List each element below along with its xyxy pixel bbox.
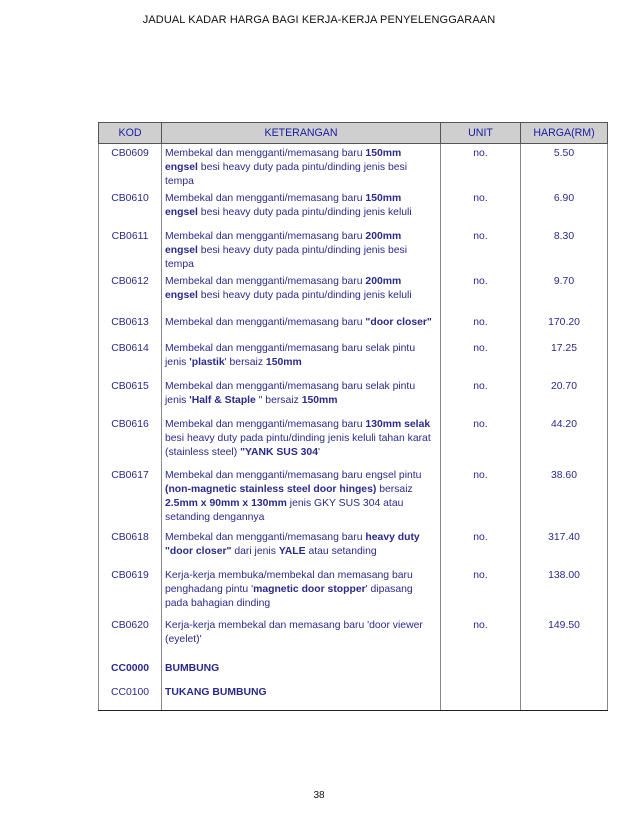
cell-unit: no. bbox=[441, 415, 521, 466]
description-text: atau setanding bbox=[305, 546, 377, 557]
description-text: Membekal dan mengganti/memasang baru selak pintu jenis bbox=[165, 381, 416, 406]
cell-unit: no. bbox=[441, 528, 521, 566]
description-text: besi heavy duty pada pintu/dinding jenis besi tempa bbox=[165, 162, 408, 187]
description-text: "door closer" bbox=[365, 317, 432, 328]
cell-code: CB0618 bbox=[99, 528, 162, 566]
cell-unit: no. bbox=[441, 227, 521, 272]
cell-price: 38.60 bbox=[521, 466, 608, 528]
cell-unit bbox=[441, 683, 521, 710]
description-text: magnetic door stopper bbox=[253, 584, 366, 595]
description-text: Membekal dan mengganti/memasang baru bbox=[165, 317, 366, 328]
cell-unit: no. bbox=[441, 616, 521, 659]
cell-price: 20.70 bbox=[521, 377, 608, 415]
description-text: Kerja-kerja membekal dan memasang baru 'door viewer (eyelet)' bbox=[165, 620, 423, 645]
cell-code: CB0614 bbox=[99, 339, 162, 377]
cell-code: CB0609 bbox=[99, 144, 162, 190]
cell-description bbox=[162, 339, 441, 377]
description-text: 2.5mm x 90mm x 130mm bbox=[165, 498, 287, 509]
description-text: heavy duty "door closer" bbox=[165, 532, 420, 557]
table-row bbox=[99, 313, 608, 339]
cell-unit: no. bbox=[441, 272, 521, 313]
description-text: 150mm engsel bbox=[165, 148, 402, 173]
cell-unit: no. bbox=[441, 313, 521, 339]
cell-description bbox=[162, 683, 441, 710]
table-row bbox=[99, 272, 608, 313]
description-text: besi heavy duty pada pintu/dinding jenis keluli tahan karat (stainless steel) bbox=[165, 433, 431, 458]
description-text: (non-magnetic stainless steel door hinges) bbox=[165, 484, 377, 495]
cell-price: 317.40 bbox=[521, 528, 608, 566]
description-text: Membekal dan mengganti/memasang baru bbox=[165, 193, 366, 204]
description-text: 150mm bbox=[301, 395, 338, 406]
description-text: 200mm engsel bbox=[165, 231, 402, 256]
description-text: bersaiz bbox=[376, 484, 413, 495]
description-text: ' bersaiz bbox=[224, 357, 266, 368]
cell-code: CB0616 bbox=[99, 415, 162, 466]
cell-code: CB0620 bbox=[99, 616, 162, 659]
description-text: 'Half & Staple bbox=[189, 395, 256, 406]
cell-price bbox=[521, 659, 608, 683]
cell-description bbox=[162, 144, 441, 190]
table-row bbox=[99, 616, 608, 659]
cell-description bbox=[162, 659, 441, 683]
description-text: 150mm engsel bbox=[165, 193, 402, 218]
rate-table bbox=[98, 122, 608, 711]
cell-description bbox=[162, 313, 441, 339]
description-text: YALE bbox=[278, 546, 306, 557]
cell-unit: no. bbox=[441, 189, 521, 227]
table-row bbox=[99, 566, 608, 616]
cell-unit: no. bbox=[441, 466, 521, 528]
cell-description bbox=[162, 566, 441, 616]
table-row bbox=[99, 683, 608, 710]
description-text: Membekal dan mengganti/memasang baru bbox=[165, 532, 366, 543]
cell-price: 5.50 bbox=[521, 144, 608, 190]
description-text: 130mm selak bbox=[365, 419, 431, 430]
table-row bbox=[99, 144, 608, 190]
cell-description bbox=[162, 377, 441, 415]
cell-code: CB0617 bbox=[99, 466, 162, 528]
column-header-code: KOD bbox=[99, 123, 162, 144]
table-row bbox=[99, 415, 608, 466]
cell-description bbox=[162, 528, 441, 566]
table-row bbox=[99, 227, 608, 272]
description-text: 150mm bbox=[265, 357, 302, 368]
table-row bbox=[99, 466, 608, 528]
description-text: Membekal dan mengganti/memasang baru bbox=[165, 419, 366, 430]
cell-code: CB0610 bbox=[99, 189, 162, 227]
description-text: ' bbox=[317, 447, 320, 458]
table-row bbox=[99, 377, 608, 415]
description-text: jenis GKY SUS 304 atau setanding dengannya bbox=[165, 498, 404, 523]
cell-unit: no. bbox=[441, 377, 521, 415]
table-body bbox=[99, 144, 608, 711]
cell-price: 9.70 bbox=[521, 272, 608, 313]
document-title: JADUAL KADAR HARGA BAGI KERJA-KERJA PENYELENGGARAAN bbox=[142, 14, 496, 26]
description-text: Membekal dan mengganti/memasang baru bbox=[165, 231, 366, 242]
description-text: besi heavy duty pada pintu/dinding jenis keluli bbox=[197, 207, 412, 218]
cell-price: 6.90 bbox=[521, 189, 608, 227]
cell-code: CB0619 bbox=[99, 566, 162, 616]
description-text: Membekal dan mengganti/memasang baru bbox=[165, 276, 366, 287]
description-text: 'plastik bbox=[189, 357, 225, 368]
cell-code: CB0612 bbox=[99, 272, 162, 313]
cell-price: 138.00 bbox=[521, 566, 608, 616]
column-header-description: KETERANGAN bbox=[162, 123, 441, 144]
cell-price: 170.20 bbox=[521, 313, 608, 339]
cell-price: 8.30 bbox=[521, 227, 608, 272]
description-text: Membekal dan mengganti/memasang baru engsel pintu bbox=[165, 470, 422, 481]
cell-description bbox=[162, 415, 441, 466]
cell-unit bbox=[441, 659, 521, 683]
cell-code: CC0000 bbox=[99, 659, 162, 683]
description-text: "YANK SUS 304 bbox=[240, 447, 318, 458]
cell-unit: no. bbox=[441, 339, 521, 377]
description-text: " bersaiz bbox=[255, 395, 302, 406]
cell-code: CB0613 bbox=[99, 313, 162, 339]
description-text: dari jenis bbox=[231, 546, 279, 557]
description-text: Membekal dan mengganti/memasang baru selak pintu jenis bbox=[165, 343, 416, 368]
cell-price bbox=[521, 683, 608, 710]
cell-description bbox=[162, 616, 441, 659]
column-header-unit: UNIT bbox=[441, 123, 521, 144]
column-header-price: HARGA(RM) bbox=[521, 123, 608, 144]
cell-code: CB0615 bbox=[99, 377, 162, 415]
cell-description bbox=[162, 227, 441, 272]
cell-code: CC0100 bbox=[99, 683, 162, 710]
cell-description bbox=[162, 189, 441, 227]
description-text: Kerja-kerja membuka/membekal dan memasang baru penghadang pintu ' bbox=[165, 570, 413, 595]
description-text: 200mm engsel bbox=[165, 276, 402, 301]
cell-unit: no. bbox=[441, 144, 521, 190]
cell-description bbox=[162, 466, 441, 528]
description-text: besi heavy duty pada pintu/dinding jenis besi tempa bbox=[165, 245, 408, 270]
description-text: BUMBUNG bbox=[165, 663, 220, 674]
cell-unit: no. bbox=[441, 566, 521, 616]
description-text: besi heavy duty pada pintu/dinding jenis keluli bbox=[197, 290, 412, 301]
table-row bbox=[99, 528, 608, 566]
table-row bbox=[99, 659, 608, 683]
cell-description bbox=[162, 272, 441, 313]
page-number: 38 bbox=[313, 790, 325, 801]
description-text: ' dipasang pada bahagian dinding bbox=[165, 584, 413, 609]
description-text: Membekal dan mengganti/memasang baru bbox=[165, 148, 366, 159]
description-text: TUKANG BUMBUNG bbox=[165, 687, 267, 698]
cell-price: 17.25 bbox=[521, 339, 608, 377]
cell-price: 44.20 bbox=[521, 415, 608, 466]
table-row bbox=[99, 339, 608, 377]
cell-code: CB0611 bbox=[99, 227, 162, 272]
table-row bbox=[99, 189, 608, 227]
table-header bbox=[99, 123, 608, 144]
cell-price: 149.50 bbox=[521, 616, 608, 659]
